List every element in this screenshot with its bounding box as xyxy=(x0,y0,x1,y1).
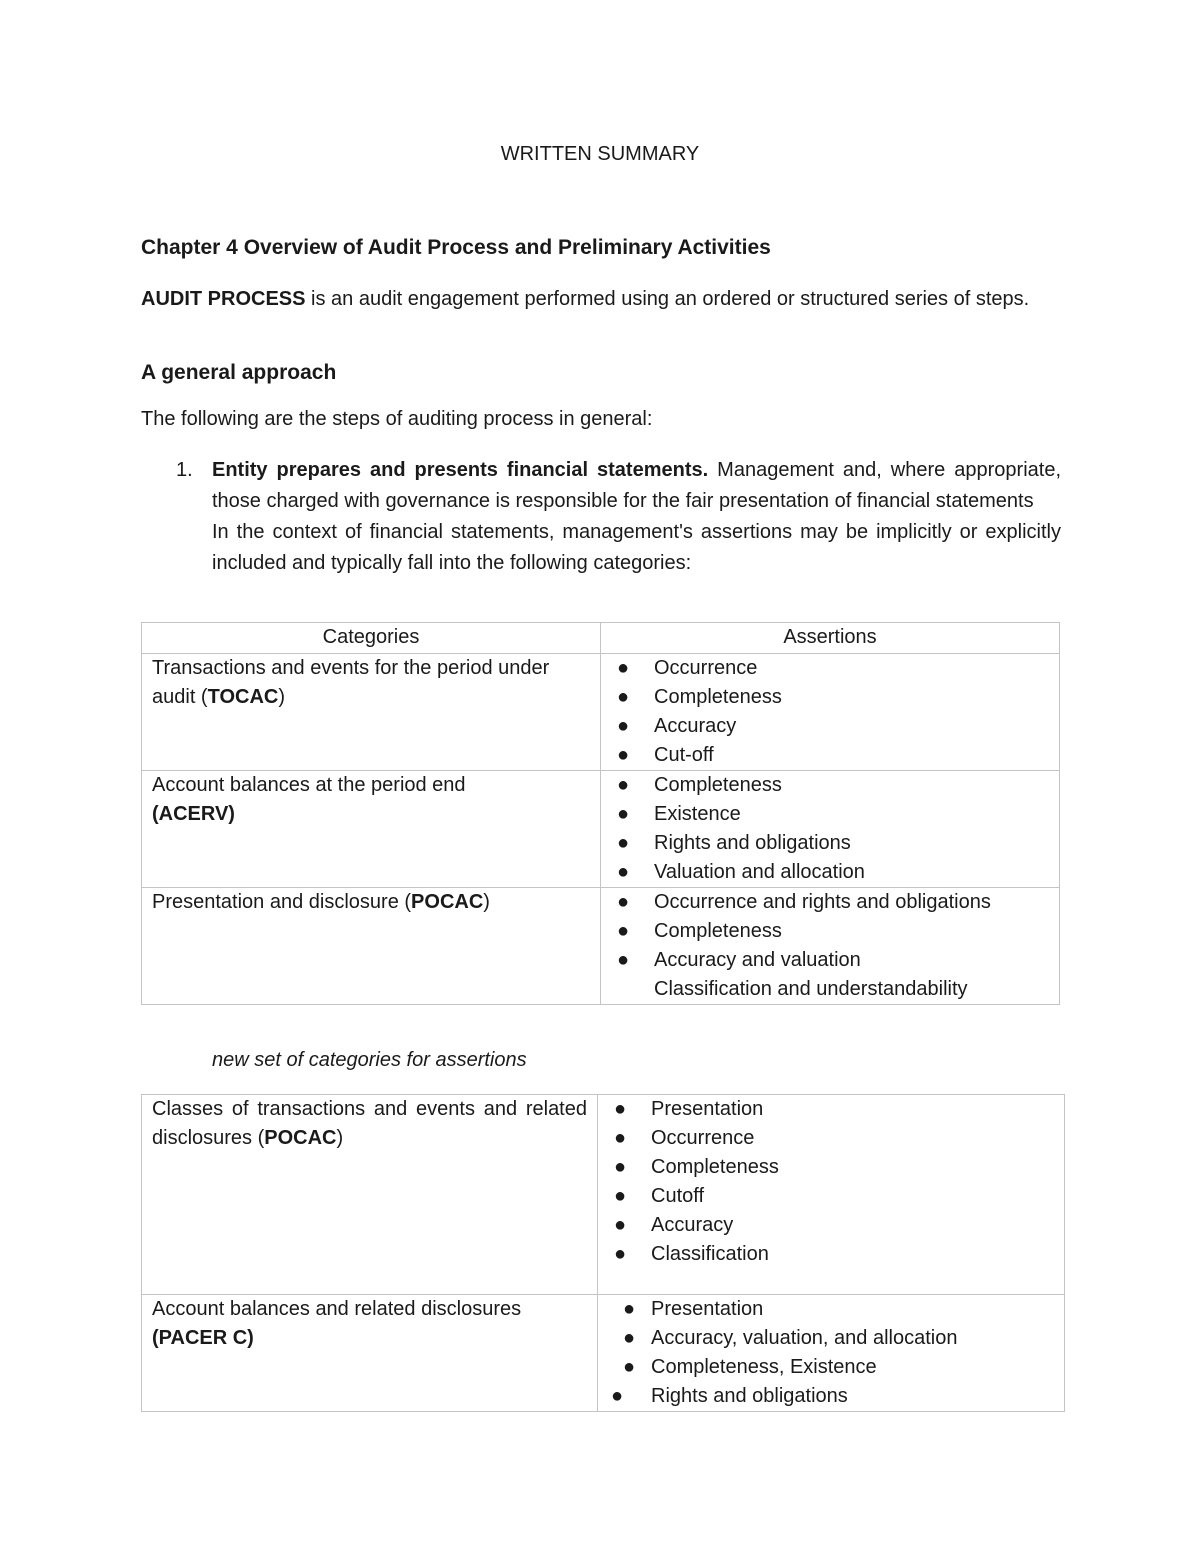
table-header-row xyxy=(142,623,1060,654)
bullet-icon: ● xyxy=(617,686,630,708)
step-1 xyxy=(141,455,1061,579)
extra-assertion: Classification and understandability xyxy=(654,978,968,1000)
bullet-icon: ● xyxy=(617,715,630,737)
list-item: ● Cut-off xyxy=(611,741,1049,770)
list-item: ● Presentation xyxy=(608,1095,1054,1124)
table-row xyxy=(142,888,1060,1005)
header-assertions: Assertions xyxy=(601,623,1060,654)
audit-process-definition: is an audit engagement performed using an ordered or structured series of steps. xyxy=(305,288,1030,310)
page-title: WRITTEN SUMMARY xyxy=(500,143,700,165)
bullet-icon: ● xyxy=(614,1243,627,1265)
bullet-icon: ● xyxy=(614,1127,627,1149)
category-suffix: ) xyxy=(483,891,490,913)
bullet-icon: ● xyxy=(617,803,630,825)
assertions-cell xyxy=(601,654,1060,771)
audit-process-term: AUDIT PROCESS xyxy=(141,288,306,310)
category-cell xyxy=(142,888,601,1005)
bullet-icon: ● xyxy=(617,774,630,796)
list-item: ● Occurrence xyxy=(608,1124,1054,1153)
list-item: ● Completeness xyxy=(611,917,1049,946)
category-suffix: ) xyxy=(278,686,286,708)
category-cell xyxy=(142,1295,598,1412)
category-text: Account balances and related disclosures xyxy=(152,1298,522,1320)
category-code: (ACERV) xyxy=(152,803,235,825)
assertions-cell xyxy=(598,1295,1065,1412)
category-cell xyxy=(142,654,601,771)
step-1-heading: Entity prepares and presents financial statements. xyxy=(212,459,709,481)
category-suffix: ) xyxy=(336,1127,344,1149)
list-item: ● Accuracy xyxy=(611,712,1049,741)
category-text: Account balances at the period end xyxy=(152,774,466,796)
bullet-icon: ● xyxy=(617,949,630,971)
new-set-label: new set of categories for assertions xyxy=(212,1049,527,1071)
category-code: POCAC xyxy=(411,891,484,913)
general-approach-heading: A general approach xyxy=(141,361,337,384)
table-row xyxy=(142,1095,1065,1295)
chapter-heading: Chapter 4 Overview of Audit Process and Preliminary Activities xyxy=(141,236,771,259)
audit-process-paragraph xyxy=(141,284,1061,315)
assertions-cell xyxy=(601,888,1060,1005)
bullet-icon: ● xyxy=(614,1214,627,1236)
category-code: TOCAC xyxy=(207,686,279,708)
step-1-paragraph xyxy=(212,455,1061,517)
category-cell xyxy=(142,1095,598,1295)
list-item: ● Rights and obligations xyxy=(611,829,1049,858)
bullet-icon: ● xyxy=(611,1385,624,1407)
list-item: ● Completeness xyxy=(611,771,1049,800)
assertions-table xyxy=(141,622,1060,1005)
list-item: ● Accuracy, valuation, and allocation xyxy=(608,1324,1054,1353)
category-code: POCAC xyxy=(264,1127,337,1149)
table-row xyxy=(142,1295,1065,1412)
category-code: (PACER C) xyxy=(152,1327,254,1349)
step-1-number: 1. xyxy=(176,459,193,481)
bullet-icon: ● xyxy=(623,1298,636,1320)
list-item: ● Presentation xyxy=(608,1295,1054,1324)
new-assertions-table xyxy=(141,1094,1065,1412)
category-text: Transactions and events for the period under audit ( xyxy=(152,657,550,708)
table-row xyxy=(142,771,1060,888)
list-item: ● Occurrence xyxy=(611,654,1049,683)
list-item: ● Classification xyxy=(608,1240,1054,1269)
category-cell xyxy=(142,771,601,888)
list-item: ● Valuation and allocation xyxy=(611,858,1049,887)
bullet-icon: ● xyxy=(617,920,630,942)
list-item: ● Accuracy and valuation xyxy=(611,946,1049,975)
list-item: ● Completeness xyxy=(611,683,1049,712)
bullet-icon: ● xyxy=(623,1356,636,1378)
header-categories: Categories xyxy=(142,623,601,654)
bullet-icon: ● xyxy=(617,744,630,766)
bullet-icon: ● xyxy=(614,1156,627,1178)
table-row xyxy=(142,654,1060,771)
bullet-icon: ● xyxy=(617,832,630,854)
list-item: ● Cutoff xyxy=(608,1182,1054,1211)
bullet-icon: ● xyxy=(614,1098,627,1120)
list-item: ● Existence xyxy=(611,800,1049,829)
category-text: Presentation and disclosure ( xyxy=(152,891,412,913)
bullet-icon: ● xyxy=(614,1185,627,1207)
assertions-cell xyxy=(598,1095,1065,1295)
list-item: ● Occurrence and rights and obligations xyxy=(611,888,1049,917)
list-item: ● Completeness, Existence xyxy=(608,1353,1054,1382)
assertions-cell xyxy=(601,771,1060,888)
list-item: ● Rights and obligations xyxy=(608,1382,1054,1411)
bullet-icon: ● xyxy=(623,1327,636,1349)
intro-text: The following are the steps of auditing process in general: xyxy=(141,408,653,430)
category-text: Classes of transactions and events and related disclosures ( xyxy=(152,1098,587,1149)
bullet-icon: ● xyxy=(617,891,630,913)
bullet-icon: ● xyxy=(617,657,630,679)
step-1-context: In the context of financial statements, management's assertions may be implicitly or explicitly included and typically fall into the following categories: xyxy=(212,521,1061,574)
bullet-icon: ● xyxy=(617,861,630,883)
list-item: ● Accuracy xyxy=(608,1211,1054,1240)
list-item: ● Completeness xyxy=(608,1153,1054,1182)
step-1-text: Management and, where appropriate, those charged with governance is responsible for the fair presentation of financial statements xyxy=(212,459,1061,512)
